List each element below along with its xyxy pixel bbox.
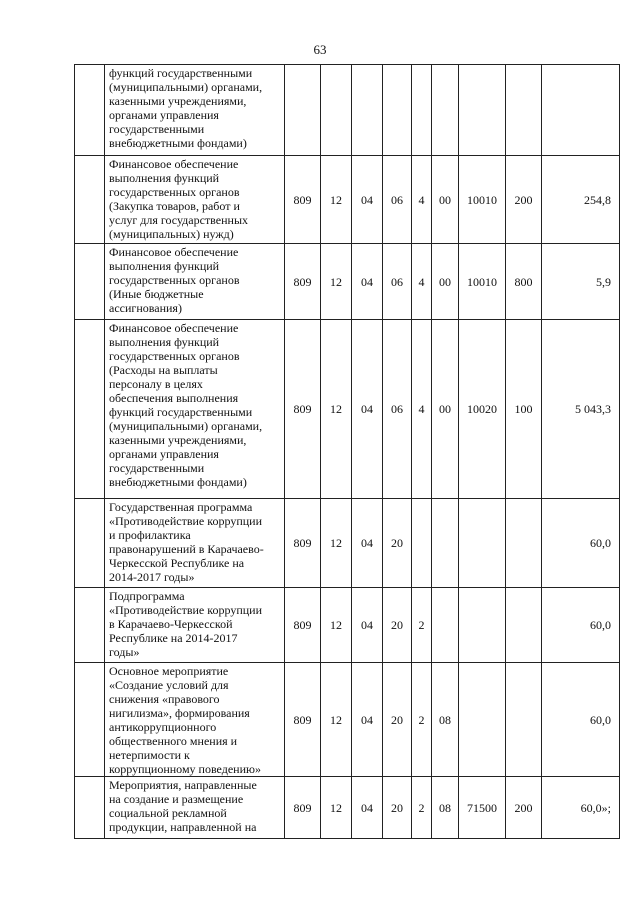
expense-name-line: казенными учреждениями, [109,94,247,108]
row-index-cell [75,588,105,663]
expense-name-line: Мероприятия, направленные [109,778,257,792]
direction-code-cell: 10010 [459,244,506,320]
amount-cell: 5,9 [542,244,620,320]
expense-name-line: государственными [109,461,205,475]
expense-name-line: антикоррупционного [109,720,217,734]
expense-name-line: Финансовое обеспечение [109,157,239,171]
expense-name-line: ассигнования) [109,301,182,315]
expense-name-line: и профилактика [109,528,191,542]
expense-name-line: Основное мероприятие [109,664,229,678]
expense-name-line: «Противодействие коррупции [109,603,262,617]
table-row [75,320,620,499]
expense-name-cell [105,320,285,499]
expense-name-cell [105,588,285,663]
expense-name-line: годы» [109,645,140,659]
expense-name-line: Государственная программа [109,500,253,514]
row-index-cell [75,65,105,156]
table-row [75,244,620,320]
expense-name-line: (Закупка товаров, работ и [109,199,240,213]
ministry-code-cell [285,65,321,156]
expense-name-line: услуг для государственных [109,213,249,227]
amount-cell: 254,8 [542,156,620,244]
expense-type-cell [506,663,542,777]
expense-type-cell: 200 [506,777,542,839]
subprogram-code-cell [412,499,432,588]
program-code-cell: 20 [383,499,412,588]
expense-name-line: обеспечения выполнения [109,391,239,405]
expense-name-line: в Карачаево-Черкесской [109,617,233,631]
expense-name-line: общественного мнения и [109,734,238,748]
subprogram-code-cell: 2 [412,777,432,839]
program-code-cell: 20 [383,777,412,839]
expense-name-line: коррупционному поведению» [109,762,261,776]
row-index-cell [75,499,105,588]
subsection-code-cell: 04 [352,244,383,320]
expense-type-cell: 800 [506,244,542,320]
expense-name-line: «Противодействие коррупции [109,514,262,528]
section-code-cell: 12 [321,156,352,244]
page-number: 63 [313,42,327,57]
amount-cell: 60,0 [542,588,620,663]
expense-name-line: органами управления [109,108,219,122]
expense-type-cell [506,65,542,156]
direction-code-cell: 71500 [459,777,506,839]
budget-table [74,64,620,839]
subprogram-code-cell: 2 [412,588,432,663]
expense-name-line: государственных органов [109,185,240,199]
program-code-cell: 20 [383,663,412,777]
program-code-cell: 20 [383,588,412,663]
expense-name-line: персоналу в целях [109,377,203,391]
expense-name-line: (муниципальными) органами, [109,419,263,433]
amount-cell: 60,0 [542,499,620,588]
expense-name-line: государственных органов [109,349,240,363]
expense-name-line: внебюджетными фондами) [109,475,247,489]
row-index-cell [75,777,105,839]
activity-code-cell [432,499,459,588]
expense-name-line: Финансовое обеспечение [109,321,239,335]
expense-name-line: (муниципальных) нужд) [109,227,234,241]
ministry-code-cell: 809 [285,777,321,839]
row-index-cell [75,244,105,320]
section-code-cell: 12 [321,588,352,663]
subsection-code-cell: 04 [352,777,383,839]
table-row [75,663,620,777]
expense-name-cell [105,663,285,777]
table-row [75,65,620,156]
expense-name-cell [105,499,285,588]
expense-type-cell [506,588,542,663]
activity-code-cell: 00 [432,156,459,244]
expense-name-line: «Создание условий для [109,678,229,692]
row-index-cell [75,663,105,777]
expense-name-cell [105,244,285,320]
expense-name-line: (Иные бюджетные [109,287,204,301]
program-code-cell: 06 [383,244,412,320]
expense-name-cell [105,777,285,839]
subsection-code-cell: 04 [352,320,383,499]
activity-code-cell: 08 [432,777,459,839]
table-row [75,156,620,244]
expense-name-line: снижения «правового [109,692,220,706]
expense-name-line: социальной рекламной [109,806,227,820]
direction-code-cell: 10010 [459,156,506,244]
ministry-code-cell: 809 [285,244,321,320]
expense-name-line: (муниципальными) органами, [109,80,263,94]
amount-cell [542,65,620,156]
table-row [75,777,620,839]
direction-code-cell [459,588,506,663]
direction-code-cell [459,499,506,588]
program-code-cell: 06 [383,156,412,244]
table-row [75,588,620,663]
program-code-cell: 06 [383,320,412,499]
subsection-code-cell: 04 [352,663,383,777]
expense-name-line: на создание и размещение [109,792,244,806]
subprogram-code-cell: 4 [412,320,432,499]
expense-name-line: функций государственными [109,66,253,80]
subsection-code-cell: 04 [352,499,383,588]
expense-name-line: внебюджетными фондами) [109,136,247,150]
amount-cell: 60,0»; [542,777,620,839]
section-code-cell: 12 [321,499,352,588]
subprogram-code-cell [412,65,432,156]
expense-type-cell [506,499,542,588]
expense-type-cell: 200 [506,156,542,244]
ministry-code-cell: 809 [285,320,321,499]
expense-name-line: государственных органов [109,273,240,287]
ministry-code-cell: 809 [285,663,321,777]
ministry-code-cell: 809 [285,156,321,244]
expense-name-line: функций государственными [109,405,253,419]
activity-code-cell: 00 [432,244,459,320]
subsection-code-cell: 04 [352,156,383,244]
section-code-cell [321,65,352,156]
subsection-code-cell [352,65,383,156]
section-code-cell: 12 [321,244,352,320]
subprogram-code-cell: 4 [412,156,432,244]
expense-name-line: продукции, направленной на [109,820,257,834]
subprogram-code-cell: 4 [412,244,432,320]
expense-name-line: государственными [109,122,205,136]
expense-type-cell: 100 [506,320,542,499]
expense-name-line: правонарушений в Карачаево- [109,542,264,556]
activity-code-cell [432,588,459,663]
activity-code-cell [432,65,459,156]
section-code-cell: 12 [321,320,352,499]
activity-code-cell: 08 [432,663,459,777]
expense-name-cell [105,65,285,156]
section-code-cell: 12 [321,777,352,839]
subprogram-code-cell: 2 [412,663,432,777]
row-index-cell [75,156,105,244]
program-code-cell [383,65,412,156]
amount-cell: 60,0 [542,663,620,777]
expense-name-line: нетерпимости к [109,748,190,762]
expense-name-line: Республике на 2014-2017 [109,631,238,645]
expense-name-line: выполнения функций [109,335,220,349]
row-index-cell [75,320,105,499]
expense-name-line: Подпрограмма [109,589,185,603]
expense-name-line: 2014-2017 годы» [109,570,195,584]
section-code-cell: 12 [321,663,352,777]
amount-cell: 5 043,3 [542,320,620,499]
direction-code-cell [459,65,506,156]
subsection-code-cell: 04 [352,588,383,663]
expense-name-line: казенными учреждениями, [109,433,247,447]
expense-name-line: нигилизма», формирования [109,706,250,720]
expense-name-line: выполнения функций [109,171,220,185]
expense-name-line: Финансовое обеспечение [109,245,239,259]
expense-name-line: органами управления [109,447,219,461]
direction-code-cell [459,663,506,777]
activity-code-cell: 00 [432,320,459,499]
expense-name-line: (Расходы на выплаты [109,363,218,377]
expense-name-line: выполнения функций [109,259,220,273]
direction-code-cell: 10020 [459,320,506,499]
expense-name-cell [105,156,285,244]
ministry-code-cell: 809 [285,588,321,663]
expense-name-line: Черкесской Республике на [109,556,245,570]
ministry-code-cell: 809 [285,499,321,588]
table-row [75,499,620,588]
